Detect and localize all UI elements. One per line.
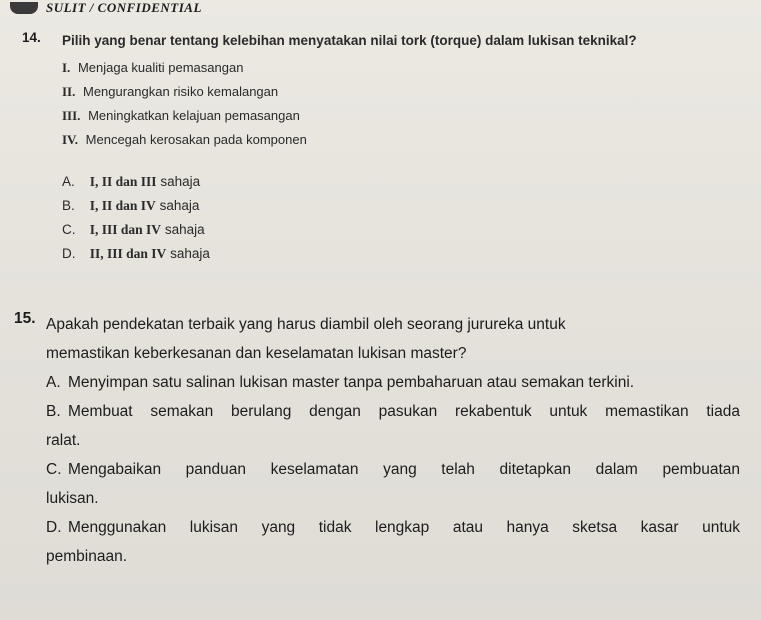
statement-text: Menjaga kualiti pemasangan <box>77 60 244 75</box>
option-word: sahaja <box>170 246 210 261</box>
option-text-continued: ralat. <box>46 432 81 449</box>
question-15-stem <box>14 310 740 368</box>
question-text-line: memastikan keberkesanan dan keselamatan lukisan master? <box>46 345 467 362</box>
answer-option-a[interactable] <box>46 368 740 397</box>
page-header <box>10 0 202 16</box>
statement-numeral: IV. <box>62 132 79 147</box>
option-letter: D. <box>62 246 76 261</box>
answer-option-b[interactable] <box>62 194 737 218</box>
option-word: sahaja <box>160 174 201 189</box>
option-letter: C. <box>62 222 76 237</box>
statement-numeral: III. <box>62 108 81 123</box>
answer-option-d[interactable] <box>62 242 737 266</box>
option-text-continued: pembinaan. <box>46 548 128 565</box>
question-14 <box>22 30 737 266</box>
question-15 <box>14 310 740 571</box>
answer-option-c[interactable] <box>46 455 740 513</box>
answer-option-c[interactable] <box>62 218 737 242</box>
school-logo-icon <box>10 2 38 14</box>
option-text-continued: lukisan. <box>46 490 99 507</box>
question-14-stem <box>22 30 737 52</box>
option-text: Menyimpan satu salinan lukisan master tanpa pembaharuan atau semakan terkini. <box>68 374 635 391</box>
option-word: sahaja <box>159 198 200 213</box>
answer-option-a[interactable] <box>62 170 737 194</box>
option-letter: C. <box>46 461 62 478</box>
question-number: 15. <box>14 310 36 327</box>
option-numerals: II, III dan IV <box>89 246 167 261</box>
statement-item <box>62 104 737 128</box>
answer-options <box>62 170 737 266</box>
option-word: sahaja <box>164 222 205 237</box>
statement-text: Mengurangkan risiko kemalangan <box>83 84 279 99</box>
answer-options <box>46 368 740 571</box>
option-letter: B. <box>46 403 61 420</box>
statement-item <box>62 80 737 104</box>
statement-list <box>62 56 737 152</box>
option-letter: D. <box>46 519 62 536</box>
statement-item <box>62 128 737 152</box>
option-letter: A. <box>62 174 75 189</box>
statement-numeral: I. <box>62 60 71 75</box>
statement-numeral: II. <box>62 84 76 99</box>
option-numerals: I, II dan III <box>89 174 157 189</box>
question-text: Pilih yang benar tentang kelebihan menyatakan nilai tork (torque) dalam lukisan teknikal? <box>62 33 637 48</box>
question-text-block <box>46 310 566 368</box>
question-number: 14. <box>22 30 41 45</box>
statement-text: Meningkatkan kelajuan pemasangan <box>88 108 300 123</box>
option-text: Menggunakan lukisan yang tidak lengkap atau hanya sketsa kasar untuk <box>68 519 740 536</box>
option-letter: A. <box>46 374 61 391</box>
answer-option-d[interactable] <box>46 513 740 571</box>
option-text: Membuat semakan berulang dengan pasukan rekabentuk untuk memastikan tiada <box>68 403 740 420</box>
question-text-line: Apakah pendekatan terbaik yang harus diambil oleh seorang jurureka untuk <box>46 316 566 333</box>
option-numerals: I, III dan IV <box>89 222 162 237</box>
option-numerals: I, II dan IV <box>89 198 156 213</box>
statement-item <box>62 56 737 80</box>
statement-text: Mencegah kerosakan pada komponen <box>85 132 307 147</box>
option-letter: B. <box>62 198 75 213</box>
option-text: Mengabaikan panduan keselamatan yang telah ditetapkan dalam pembuatan <box>68 461 740 478</box>
answer-option-b[interactable] <box>46 397 740 455</box>
confidential-label: SULIT / CONFIDENTIAL <box>46 0 202 15</box>
